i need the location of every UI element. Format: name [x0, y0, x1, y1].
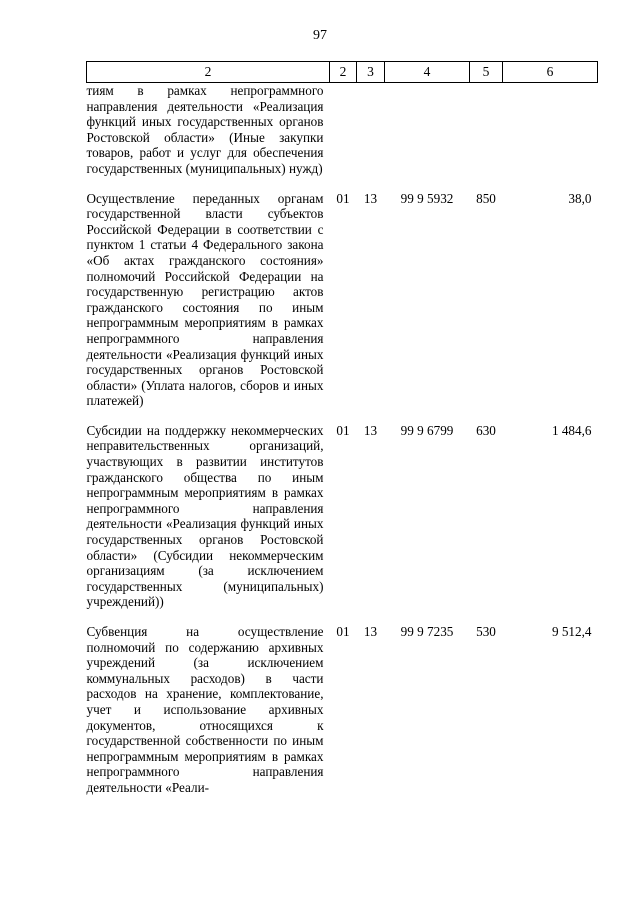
header-col-expense-type: 5 [470, 62, 503, 83]
row-section [330, 83, 357, 177]
row-expense-type [470, 83, 503, 177]
table-row [87, 83, 598, 177]
row-spacer-cell [87, 177, 598, 191]
row-target-article [385, 83, 470, 177]
row-target-article: 99 9 6799 [400, 422, 454, 438]
row-amount [503, 83, 598, 177]
row-target-article: 99 9 7235 [400, 624, 454, 639]
row-spacer [87, 177, 598, 191]
header-col-amount: 6 [503, 62, 598, 83]
row-spacer [87, 409, 598, 423]
header-row [87, 62, 598, 83]
row-description: тиям в рамках непрограммного направления деятельности «Реализация функций иных государственных органов Ростовской области» (Иные закупки товаров, работ и услуг для обеспечения государственных (муниципальных) нужд) [86, 83, 324, 176]
row-spacer-cell [87, 610, 598, 624]
row-description: Субсидии на поддержку некоммерческих неправительственных организаций, участвующих в развитии институтов гражданского общества по иным непрограммным мероприятиям в рамках непрограммного направления деятельности «Реализация функций иных государственных органов Ростовской области» (Субсидии некоммерческим организациям (за исключением государственных (муниципальных) учреждений)) [86, 422, 324, 610]
row-amount: 1 484,6 [551, 422, 592, 438]
row-amount: 38,0 [568, 190, 592, 206]
row-section: 01 [336, 190, 350, 206]
row-spacer-cell [87, 409, 598, 423]
row-spacer [87, 610, 598, 624]
row-subsection: 13 [363, 422, 378, 438]
row-description: Осуществление переданных органам государственной власти субъектов Российской Федерации в соответствии с пунктом 1 статьи 4 Федерального закона «Об актах гражданского состояния» полномочий Российской Федерации на государственную регистрацию актов гражданского состояния по иным непрограммным мероприятиям в рамках непрограммного направления деятельности «Реализация функций иных государственных органов Ростовской области» (Уплата налогов, сборов и иных платежей) [86, 190, 324, 409]
table-row [87, 624, 598, 796]
page-number: 97 [313, 28, 327, 43]
header-col-subsection: 3 [357, 62, 385, 83]
row-subsection [357, 83, 385, 177]
table-row [87, 423, 598, 610]
row-section: 01 [336, 422, 350, 438]
row-subsection: 13 [363, 190, 378, 206]
row-expense-type: 630 [476, 422, 496, 438]
row-description: Субвенция на осуществление полномочий по содержанию архивных учреждений (за исключением коммунальных расходов) в части расходов на хранение, комплектование, учет и использование архивных документов, относящихся к государственной собственности по иным непрограммным мероприятиям в рамках непрограммного направления деятельности «Реали- [86, 624, 324, 795]
table-row [87, 191, 598, 409]
row-amount: 9 512,4 [551, 624, 592, 639]
row-expense-type: 850 [476, 190, 496, 206]
header-col-section: 2 [330, 62, 357, 83]
table-header [87, 62, 598, 83]
header-col-description: 2 [87, 62, 330, 83]
row-expense-type: 530 [476, 624, 496, 639]
budget-table [86, 61, 598, 796]
row-target-article: 99 9 5932 [400, 190, 454, 206]
header-col-target-article: 4 [385, 62, 470, 83]
table-body [87, 83, 598, 796]
row-section: 01 [336, 624, 350, 639]
row-subsection: 13 [363, 624, 378, 639]
